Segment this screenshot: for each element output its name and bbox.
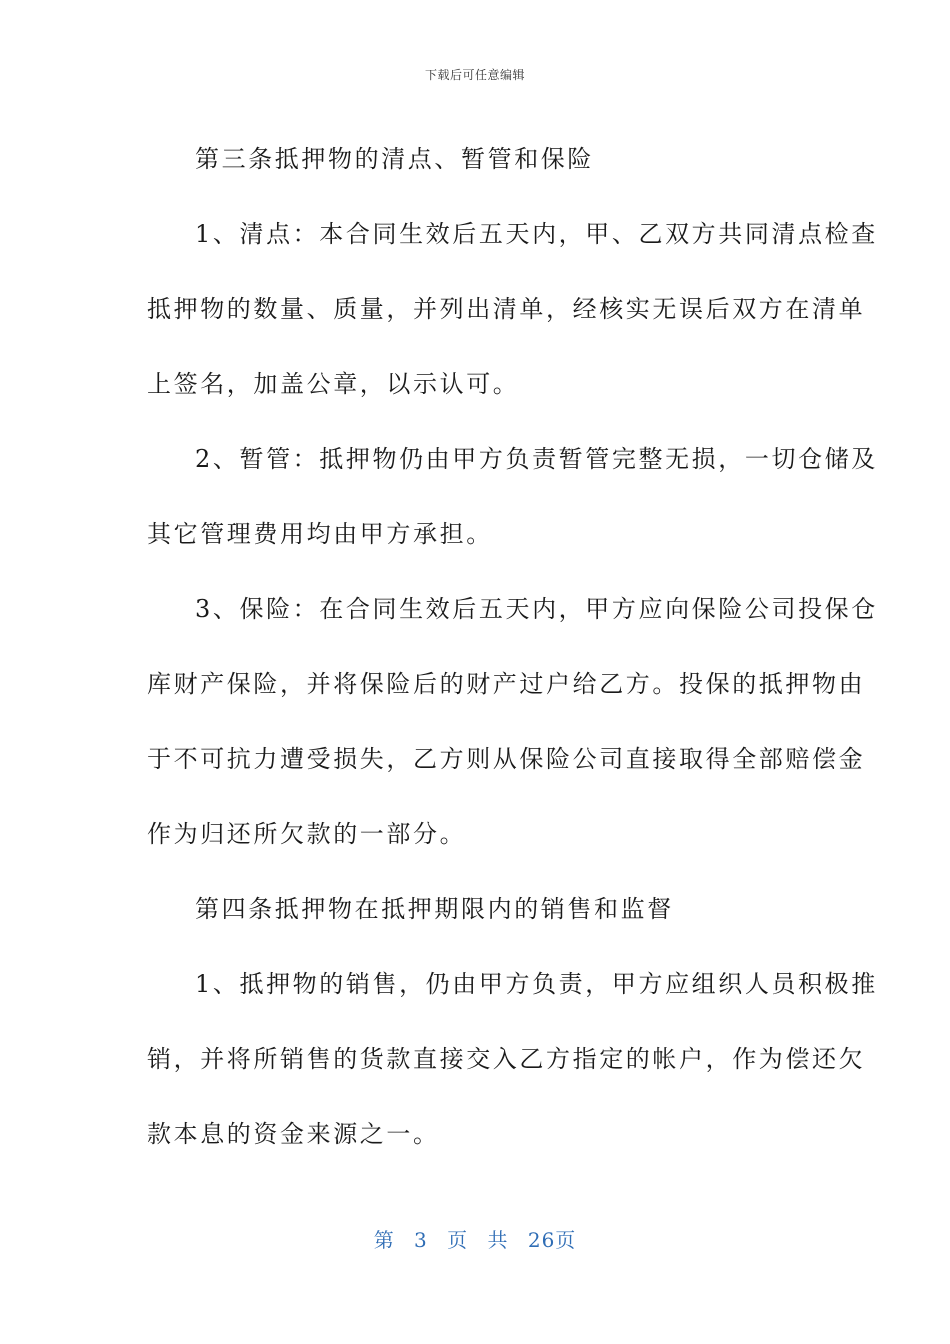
footer-total-pages: 26页 <box>527 1228 577 1252</box>
footer-current-page: 3 <box>414 1228 428 1252</box>
footer-page-mid: 页 <box>447 1228 469 1252</box>
page-number-footer <box>0 1224 950 1253</box>
paragraph-line: 款本息的资金来源之一。 <box>147 1120 440 1148</box>
footer-total-prefix: 共 <box>487 1228 509 1252</box>
paragraph-line: 3、保险：在合同生效后五天内，甲方应向保险公司投保仓 <box>195 595 878 623</box>
footer-page-prefix: 第 <box>373 1228 395 1252</box>
paragraph-line: 其它管理费用均由甲方承担。 <box>147 520 493 548</box>
paragraph-line: 上签名，加盖公章，以示认可。 <box>147 370 520 398</box>
paragraph-line: 1、抵押物的销售，仍由甲方负责，甲方应组织人员积极推 <box>195 970 878 998</box>
paragraph-line: 2、暂管：抵押物仍由甲方负责暂管完整无损，一切仓储及 <box>195 445 878 473</box>
paragraph-line: 于不可抗力遭受损失，乙方则从保险公司直接取得全部赔偿金 <box>147 745 866 773</box>
paragraph-line: 销，并将所销售的货款直接交入乙方指定的帐户，作为偿还欠 <box>147 1045 866 1073</box>
section-heading-3: 第三条抵押物的清点、暂管和保险 <box>195 145 594 173</box>
paragraph-line: 1、清点：本合同生效后五天内，甲、乙双方共同清点检查 <box>195 220 878 248</box>
document-body <box>147 122 878 1172</box>
header-note: 下载后可任意编辑 <box>424 68 525 82</box>
paragraph-line: 库财产保险，并将保险后的财产过户给乙方。投保的抵押物由 <box>147 670 866 698</box>
paragraph-line: 抵押物的数量、质量，并列出清单，经核实无误后双方在清单 <box>147 295 866 323</box>
paragraph-line: 作为归还所欠款的一部分。 <box>147 820 467 848</box>
section-heading-4: 第四条抵押物在抵押期限内的销售和监督 <box>195 895 674 923</box>
